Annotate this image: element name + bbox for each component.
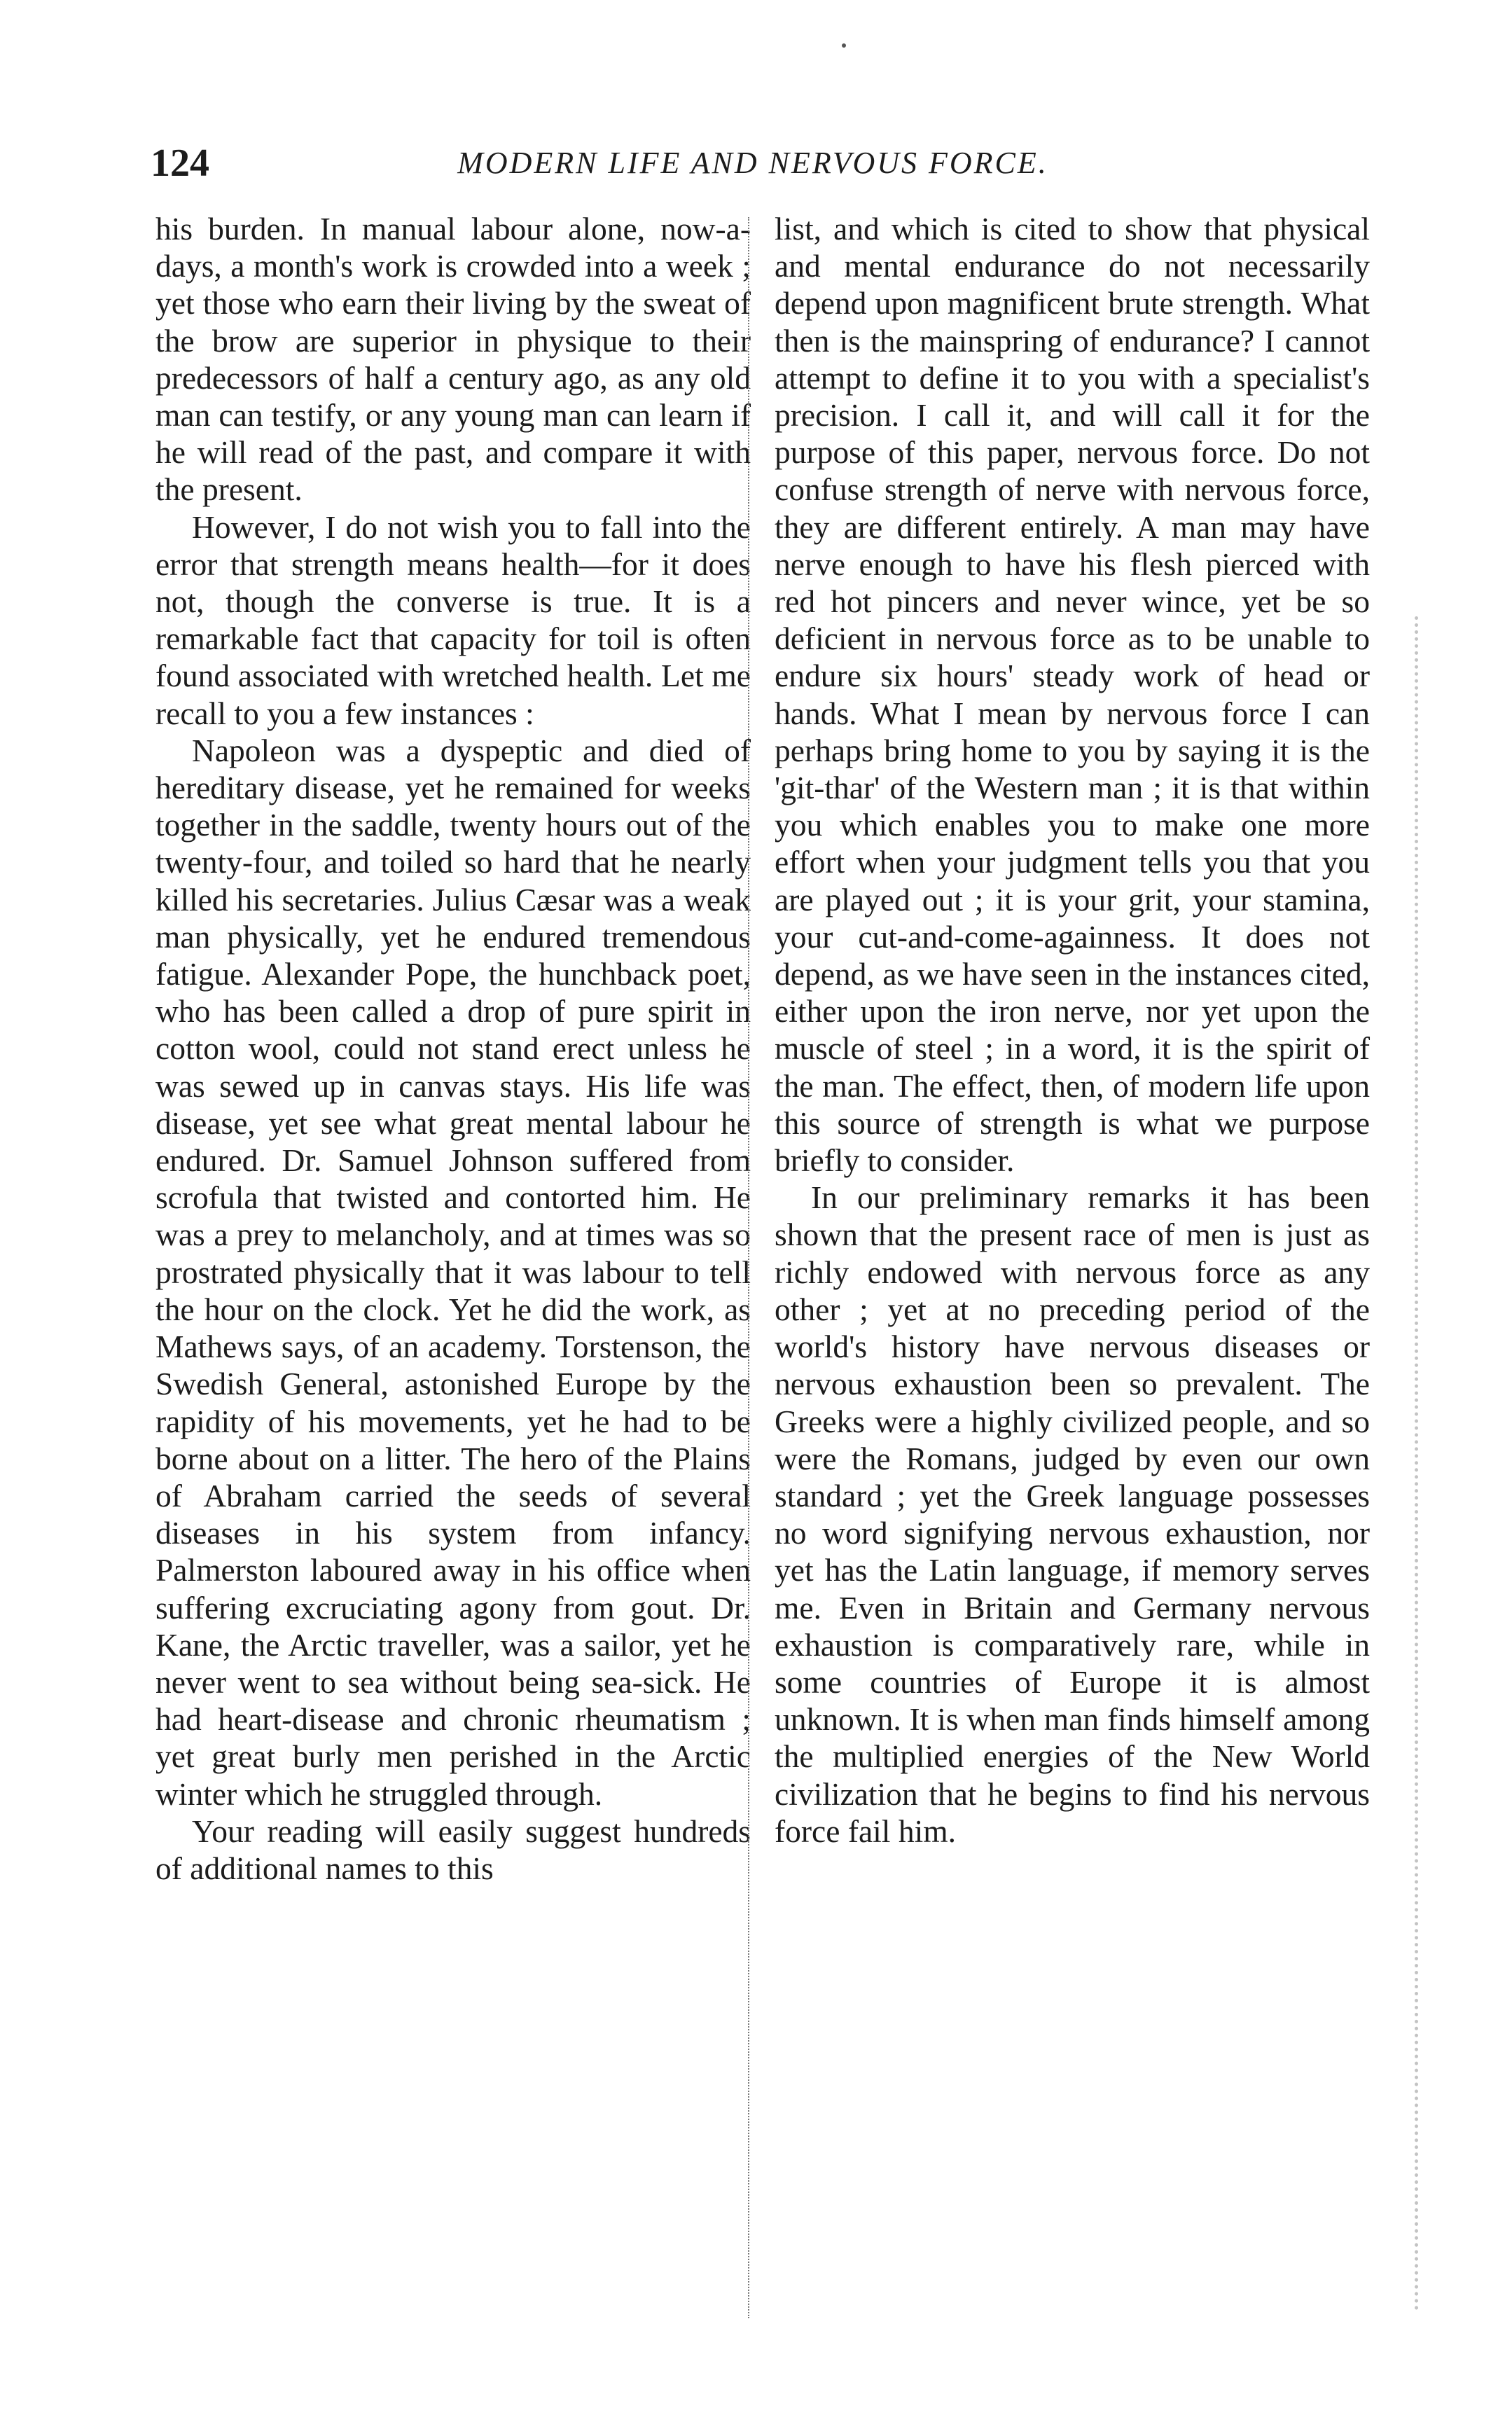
paragraph: list, and which is cited to show that physical and mental endurance do not necessarily depend upon magnificent brute strength. What then is the mainspring of endurance? I cannot attempt to define it to you with a specialist's precision. I call it, and will call it for the purpose of this paper, nervous force. Do not confuse strength of nerve with nervous force, they are different entirely. A man may have nerve enough to have his flesh pierced with red hot pincers and never wince, yet be so deficient in nervous force as to be unable to endure six hours' steady work of head or hands. What I mean by nervous force I can perhaps bring home to you by saying it is the 'git-thar' of the Western man ; it is that within you which enables you to make one more effort when your judgment tells you that you are played out ; it is your grit, your stamina, your cut-and-come-againness. It does not depend, as we have seen in the instances cited, either upon the iron nerve, nor yet upon the muscle of steel ; in a word, it is the spirit of the man. The effect, then, of modern life upon this source of strength is what we purpose briefly to consider. [775,211,1370,1179]
right-column [775,210,1370,1850]
page-edge-specks [1415,616,1460,2311]
paragraph: However, I do not wish you to fall into the error that strength means health—for it does not, though the converse is true. It is a remarkable fact that capacity for toil is often found associated with wretched health. Let me recall to you a few instances : [155,508,751,731]
paragraph: In our preliminary remarks it has been shown that the present race of men is just as richly endowed with nervous force as any other ; yet at no preceding period of the world's history have nervous diseases or nervous exhaustion been so prevalent. The Greeks were a highly civilized people, and so were the Romans, judged by even our own standard ; yet the Greek language possesses no word signifying nervous exhaustion, nor yet has the Latin language, if memory serves me. Even in Britain and Germany nervous exhaustion is comparatively rare, while in some countries of Europe it is almost unknown. It is when man finds himself among the multiplied energies of the New World civilization that he begins to find his nervous force fail him. [775,1179,1370,1849]
page-header [151,139,1355,188]
paragraph: his burden. In manual labour alone, now-a-days, a month's work is crowded into a week ; yet those who earn their living by the sweat of the brow are superior in physique to their predecessors of half a century ago, as any old man can testify, or any young man can learn if he will read of the past, and compare it with the present. [155,211,751,508]
left-column [155,210,751,1887]
paragraph: Napoleon was a dyspeptic and died of hereditary disease, yet he remained for weeks together in the saddle, twenty hours out of the twenty-four, and toiled so hard that he nearly killed his secretaries. Julius Cæsar was a weak man physically, yet he endured tremendous fatigue. Alexander Pope, the hunchback poet, who has been called a drop of pure spirit in cotton wool, could not stand erect unless he was sewed up in canvas stays. His life was disease, yet see what great mental labour he endured. Dr. Samuel Johnson suffered from scrofula that twisted and contorted him. He was a prey to melancholy, and at times was so prostrated physically that it was labour to tell the hour on the clock. Yet he did the work, as Mathews says, of an academy. Torstenson, the Swedish General, astonished Europe by the rapidity of his movements, yet he had to be borne about on a litter. The hero of the Plains of Abraham carried the seeds of several diseases in his system from infancy. Palmerston laboured away in his office when suffering excruciating agony from gout. Dr. Kane, the Arctic traveller, was a sailor, yet he never went to sea without being sea-sick. He had heart-disease and chronic rheumatism ; yet great burly men perished in the Arctic winter which he struggled through. [155,732,751,1812]
page-number: 124 [151,141,209,185]
column-divider [748,217,749,2318]
running-title: MODERN LIFE AND NERVOUS FORCE. [457,146,1048,180]
paragraph: Your reading will easily suggest hundreds of additional names to this [155,1813,751,1886]
ink-speck [842,43,846,48]
